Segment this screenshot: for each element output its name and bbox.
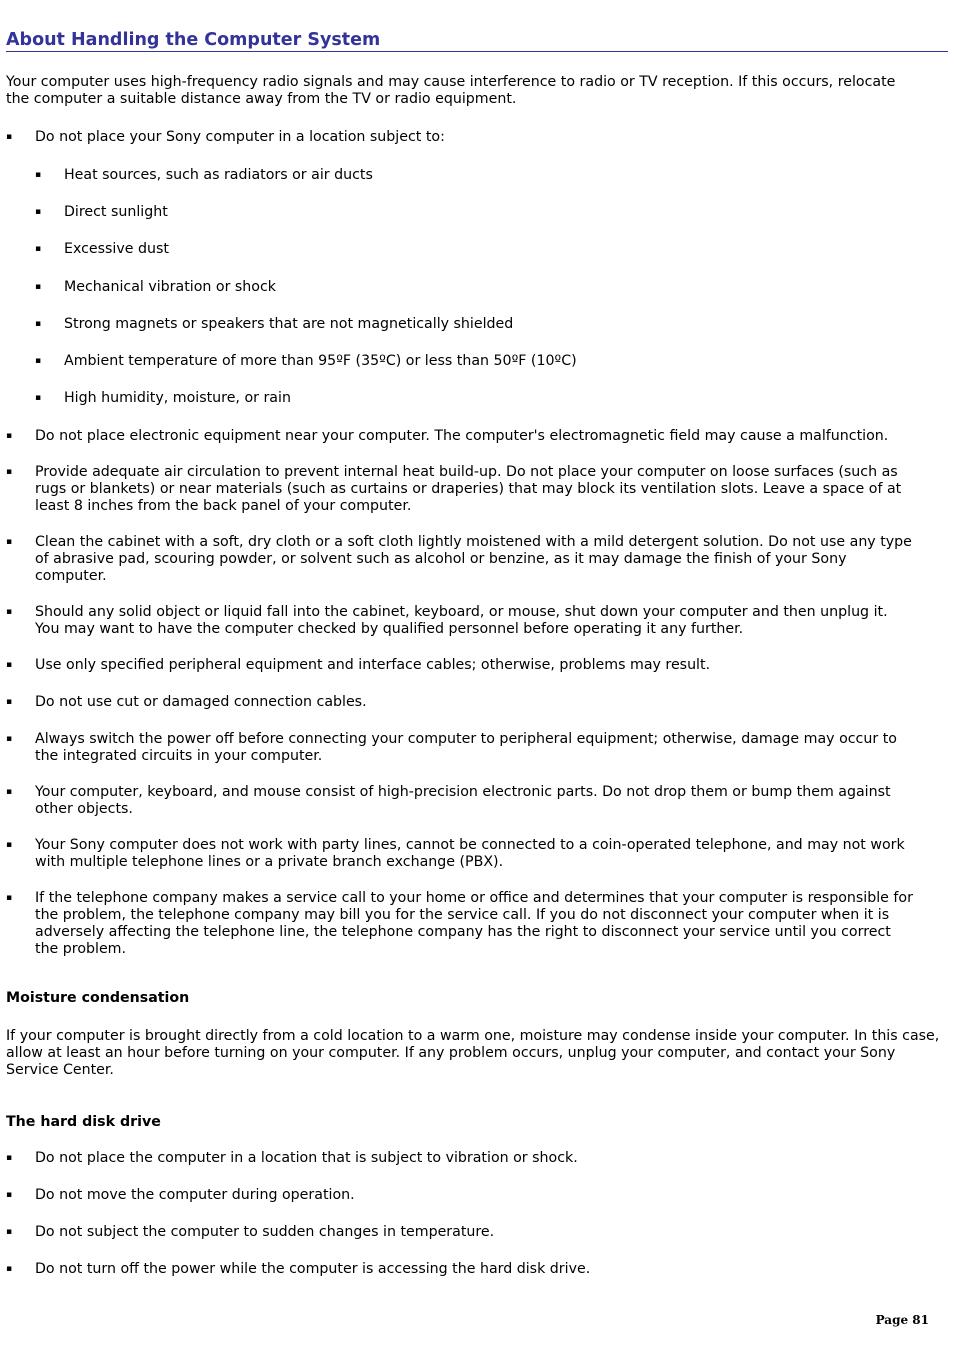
- sub-list-item: [35, 279, 948, 296]
- bullet-icon: ▪: [6, 132, 13, 142]
- sub-list-item: [35, 316, 948, 333]
- list-item-text: Your computer, keyboard, and mouse consist of high-precision electronic parts. Do not drop them or bump them against other objects.: [35, 784, 891, 817]
- list-item: [6, 890, 915, 958]
- bullet-icon: ▪: [6, 1153, 13, 1163]
- bullet-icon: ▪: [6, 607, 13, 617]
- hard-disk-list: [6, 1150, 948, 1278]
- sub-list: [35, 167, 948, 407]
- list-item-text: Should any solid object or liquid fall into the cabinet, keyboard, or mouse, shut down your computer and then unplug it. You may want to have the computer checked by qualified personnel before operating it any further.: [35, 604, 888, 637]
- list-item: [6, 1224, 948, 1241]
- sub-list-item-text: Strong magnets or speakers that are not magnetically shielded: [64, 316, 514, 332]
- sub-list-item-text: High humidity, moisture, or rain: [64, 390, 291, 406]
- list-item-text: Do not subject the computer to sudden changes in temperature.: [35, 1224, 495, 1240]
- list-item: [6, 784, 915, 818]
- bullet-icon: ▪: [6, 840, 13, 850]
- sub-list-item: [35, 241, 948, 258]
- list-item-text: If the telephone company makes a service call to your home or office and determines that your computer is responsible for the problem, the telephone company may bill you for the service call. If you do not disconnect your computer when it is adversely affecting the telephone line, the telephone company has the right to disconnect your service until you correct the problem.: [35, 890, 913, 957]
- main-list: [6, 129, 948, 958]
- bullet-icon: ▪: [6, 431, 13, 441]
- document-page: [6, 0, 948, 1278]
- list-item-text: Do not move the computer during operation.: [35, 1187, 355, 1203]
- bullet-icon: ▪: [6, 734, 13, 744]
- sub-list-item: [35, 353, 948, 370]
- list-item: [6, 604, 915, 638]
- list-item: [6, 129, 948, 407]
- list-item: [6, 1187, 948, 1204]
- bullet-icon: ▪: [35, 244, 42, 254]
- sub-list-item-text: Direct sunlight: [64, 204, 168, 220]
- list-item: [6, 694, 915, 711]
- sub-list-item: [35, 204, 948, 221]
- sub-list-item-text: Excessive dust: [64, 241, 169, 257]
- moisture-heading: Moisture condensation: [6, 990, 190, 1006]
- bullet-icon: ▪: [6, 1264, 13, 1274]
- list-item-text: Do not use cut or damaged connection cables.: [35, 694, 367, 710]
- bullet-icon: ▪: [6, 787, 13, 797]
- list-item-text: Use only specified peripheral equipment and interface cables; otherwise, problems may result.: [35, 657, 711, 673]
- list-item: [6, 428, 915, 445]
- bullet-icon: ▪: [35, 319, 42, 329]
- list-item: [6, 534, 915, 585]
- list-item: [6, 837, 915, 871]
- bullet-icon: ▪: [35, 393, 42, 403]
- list-item-text: Do not place the computer in a location that is subject to vibration or shock.: [35, 1150, 578, 1166]
- bullet-icon: ▪: [35, 207, 42, 217]
- bullet-icon: ▪: [6, 660, 13, 670]
- list-item-text: Do not turn off the power while the computer is accessing the hard disk drive.: [35, 1261, 591, 1277]
- list-item-text: Your Sony computer does not work with party lines, cannot be connected to a coin-operated telephone, and may not work with multiple telephone lines or a private branch exchange (PBX).: [35, 837, 905, 870]
- sub-list-item: [35, 167, 948, 184]
- list-item-text: Clean the cabinet with a soft, dry cloth or a soft cloth lightly moistened with a mild detergent solution. Do not use any type of abrasive pad, scouring powder, or solvent such as alcohol or benzine, as it may damage the finish of your Sony computer.: [35, 534, 912, 584]
- sub-list-item-text: Heat sources, such as radiators or air ducts: [64, 167, 373, 183]
- list-item: [6, 1261, 948, 1278]
- list-item-text: Provide adequate air circulation to prevent internal heat build-up. Do not place your computer on loose surfaces (such as rugs or blankets) or near materials (such as curtains or draperies) that may block its ventilation slots. Leave a space of at least 8 inches from the back panel of your computer.: [35, 464, 902, 514]
- bullet-icon: ▪: [35, 282, 42, 292]
- bullet-icon: ▪: [6, 1227, 13, 1237]
- list-item: [6, 1150, 948, 1167]
- bullet-icon: ▪: [6, 697, 13, 707]
- bullet-icon: ▪: [35, 170, 42, 180]
- page-number: Page 81: [875, 1313, 929, 1327]
- bullet-icon: ▪: [6, 537, 13, 547]
- list-item: [6, 657, 915, 674]
- bullet-icon: ▪: [35, 356, 42, 366]
- moisture-paragraph: If your computer is brought directly from a cold location to a warm one, moisture may condense inside your computer. In this case, allow at least an hour before turning on your computer. If any problem occurs, unplug your computer, and contact your Sony Service Center.: [6, 1028, 940, 1078]
- bullet-icon: ▪: [6, 893, 13, 903]
- bullet-icon: ▪: [6, 1190, 13, 1200]
- bullet-icon: ▪: [6, 467, 13, 477]
- sub-list-item-text: Ambient temperature of more than 95ºF (35ºC) or less than 50ºF (10ºC): [64, 353, 577, 369]
- list-item-text: Do not place your Sony computer in a location subject to:: [35, 129, 445, 145]
- intro-paragraph: Your computer uses high-frequency radio signals and may cause interference to radio or TV reception. If this occurs, relocate the computer a suitable distance away from the TV or radio equipment.: [6, 74, 896, 107]
- list-item-text: Always switch the power off before connecting your computer to peripheral equipment; otherwise, damage may occur to the integrated circuits in your computer.: [35, 731, 897, 764]
- sub-list-item: [35, 390, 948, 407]
- list-item: [6, 464, 915, 515]
- list-item-text: Do not place electronic equipment near your computer. The computer's electromagnetic field may cause a malfunction.: [35, 428, 889, 444]
- hard-disk-heading: The hard disk drive: [6, 1114, 161, 1130]
- sub-list-item-text: Mechanical vibration or shock: [64, 279, 276, 295]
- list-item: [6, 731, 915, 765]
- page-title: About Handling the Computer System: [6, 30, 948, 52]
